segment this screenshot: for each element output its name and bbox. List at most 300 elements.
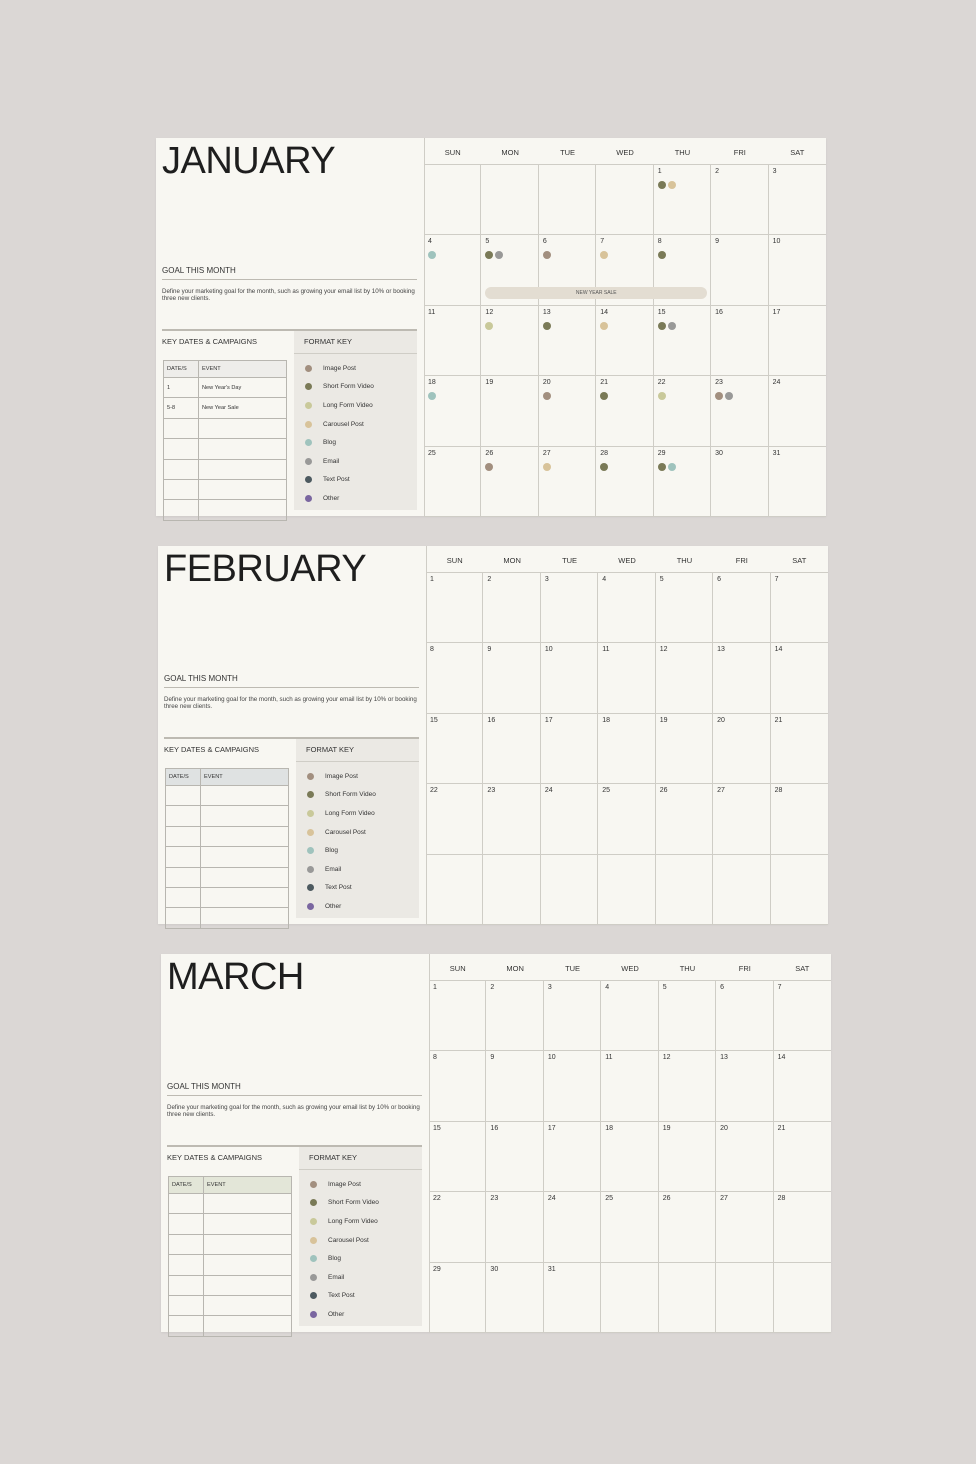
day-cell[interactable] bbox=[656, 714, 713, 784]
goal-label: GOAL THIS MONTH bbox=[162, 266, 417, 280]
color-dot-icon bbox=[305, 402, 312, 409]
day-cell[interactable] bbox=[656, 784, 713, 854]
format-key-panel bbox=[294, 329, 417, 510]
day-cell[interactable] bbox=[541, 714, 598, 784]
event-name-cell[interactable] bbox=[201, 826, 289, 846]
day-number: 20 bbox=[720, 1124, 728, 1132]
format-key-label-text: Image Post bbox=[325, 772, 358, 780]
empty-day-cell[interactable] bbox=[656, 855, 713, 925]
day-cell[interactable] bbox=[771, 714, 828, 784]
weekday-label: MON bbox=[506, 964, 524, 973]
color-dot-icon bbox=[307, 791, 314, 798]
day-cell[interactable] bbox=[541, 573, 598, 643]
content-dot-icon bbox=[658, 463, 666, 471]
day-number: 16 bbox=[715, 308, 723, 316]
content-dots bbox=[658, 322, 676, 330]
day-number: 18 bbox=[428, 379, 436, 387]
weekday-label: SUN bbox=[444, 148, 461, 157]
day-cell[interactable] bbox=[424, 306, 481, 376]
day-cell[interactable] bbox=[711, 376, 768, 446]
empty-day-cell[interactable] bbox=[601, 1263, 658, 1333]
day-cell[interactable] bbox=[541, 643, 598, 713]
day-number: 10 bbox=[547, 1054, 556, 1062]
day-cell[interactable] bbox=[429, 1122, 486, 1192]
day-cell[interactable] bbox=[659, 1192, 716, 1262]
event-name-cell[interactable] bbox=[204, 1234, 292, 1254]
day-cell[interactable] bbox=[596, 447, 653, 517]
day-cell[interactable] bbox=[716, 1051, 773, 1121]
event-dates-cell[interactable] bbox=[169, 1234, 204, 1254]
color-dot-icon bbox=[310, 1181, 317, 1188]
day-cell[interactable] bbox=[713, 643, 770, 713]
day-number: 19 bbox=[485, 379, 494, 387]
day-cell[interactable] bbox=[483, 784, 540, 854]
color-dot-icon bbox=[310, 1218, 317, 1225]
event-name-cell[interactable] bbox=[199, 500, 287, 520]
column-header-event: EVENT bbox=[199, 361, 287, 378]
format-key-item bbox=[294, 452, 417, 471]
day-number: 24 bbox=[772, 379, 781, 387]
day-cell[interactable] bbox=[774, 1122, 831, 1192]
empty-day-cell[interactable] bbox=[774, 1263, 831, 1333]
day-number: 15 bbox=[430, 716, 438, 724]
calendar-grid-panel bbox=[429, 954, 831, 1332]
color-dot-icon bbox=[310, 1237, 317, 1244]
key-dates-label: KEY DATES & CAMPAIGNS bbox=[167, 1145, 299, 1169]
day-number: 6 bbox=[720, 984, 725, 991]
day-cell[interactable] bbox=[716, 1122, 773, 1192]
day-number: 8 bbox=[433, 1054, 437, 1062]
day-cell[interactable] bbox=[711, 447, 768, 517]
day-number: 31 bbox=[547, 1265, 556, 1273]
content-dot-icon bbox=[543, 251, 551, 259]
event-name-cell[interactable] bbox=[199, 439, 287, 459]
empty-day-cell[interactable] bbox=[713, 855, 770, 925]
empty-day-cell[interactable] bbox=[539, 165, 596, 235]
event-name-cell[interactable] bbox=[204, 1255, 292, 1275]
empty-day-cell[interactable] bbox=[596, 165, 653, 235]
format-key-label-text: Text Post bbox=[325, 884, 352, 892]
format-key-label-text: Email bbox=[328, 1273, 345, 1281]
day-cell[interactable] bbox=[656, 643, 713, 713]
format-key-label-text: Image Post bbox=[323, 364, 356, 372]
day-cell[interactable] bbox=[769, 306, 826, 376]
weekday-label: SUN bbox=[446, 556, 463, 565]
format-key-label-text: Image Post bbox=[328, 1180, 361, 1188]
day-cell[interactable] bbox=[716, 1192, 773, 1262]
weekday-header bbox=[426, 546, 828, 573]
event-name-cell[interactable] bbox=[199, 459, 287, 479]
month-sheet-february bbox=[158, 546, 828, 924]
color-dot-icon bbox=[307, 829, 314, 836]
day-cell[interactable] bbox=[544, 1051, 601, 1121]
content-dots bbox=[543, 251, 551, 259]
content-dot-icon bbox=[485, 322, 493, 330]
weekday-label: MON bbox=[501, 148, 519, 157]
table-row bbox=[166, 867, 289, 887]
day-cell[interactable] bbox=[486, 1122, 543, 1192]
table-row bbox=[166, 786, 289, 806]
day-cell[interactable] bbox=[774, 1051, 831, 1121]
day-cell[interactable] bbox=[711, 165, 768, 235]
day-cell[interactable] bbox=[601, 1192, 658, 1262]
day-cell[interactable] bbox=[711, 235, 768, 305]
goal-text: Define your marketing goal for the month, such as growing your email list by 10% or booking three new clients. bbox=[164, 696, 417, 710]
content-dots bbox=[543, 322, 551, 330]
event-dates-cell[interactable] bbox=[169, 1316, 204, 1336]
content-dots bbox=[485, 322, 493, 330]
day-number: 2 bbox=[487, 576, 492, 583]
day-cell[interactable] bbox=[771, 643, 828, 713]
weekday-label: FRI bbox=[733, 148, 746, 157]
weekday-label: FRI bbox=[735, 556, 748, 565]
day-number: 29 bbox=[433, 1265, 441, 1273]
table-row bbox=[164, 479, 287, 499]
day-number: 4 bbox=[605, 984, 610, 991]
format-key-item bbox=[296, 860, 419, 879]
day-number: 23 bbox=[715, 379, 723, 387]
content-dots bbox=[600, 251, 608, 259]
day-cell[interactable] bbox=[429, 1192, 486, 1262]
day-cell[interactable] bbox=[774, 981, 831, 1051]
day-number: 9 bbox=[490, 1054, 495, 1062]
day-cell[interactable] bbox=[769, 376, 826, 446]
month-title: FEBRUARY bbox=[164, 548, 367, 590]
day-cell[interactable] bbox=[424, 447, 481, 517]
table-row bbox=[166, 847, 289, 867]
weekday-label: THU bbox=[676, 556, 693, 565]
day-cell[interactable] bbox=[601, 1051, 658, 1121]
day-cell[interactable] bbox=[769, 235, 826, 305]
day-number: 2 bbox=[490, 984, 495, 991]
table-row bbox=[169, 1214, 292, 1234]
day-number: 13 bbox=[542, 308, 551, 316]
day-number: 5 bbox=[662, 984, 667, 991]
event-name-cell[interactable] bbox=[201, 806, 289, 826]
content-dot-icon bbox=[600, 392, 608, 400]
day-cell[interactable] bbox=[486, 1192, 543, 1262]
day-cell[interactable] bbox=[426, 714, 483, 784]
event-dates-cell[interactable] bbox=[169, 1214, 204, 1234]
format-key-list bbox=[299, 1170, 422, 1324]
event-dates-cell[interactable] bbox=[166, 867, 201, 887]
event-name-cell[interactable] bbox=[201, 847, 289, 867]
day-number: 21 bbox=[774, 716, 783, 724]
day-cell[interactable] bbox=[486, 1051, 543, 1121]
day-cell[interactable] bbox=[656, 573, 713, 643]
day-number: 16 bbox=[487, 716, 496, 724]
event-dates-cell[interactable]: 1 bbox=[164, 378, 199, 398]
day-cell[interactable] bbox=[544, 1122, 601, 1192]
day-number: 3 bbox=[772, 168, 777, 175]
day-number: 26 bbox=[485, 449, 494, 457]
color-dot-icon bbox=[305, 476, 312, 483]
event-dates-cell[interactable] bbox=[169, 1275, 204, 1295]
day-number: 8 bbox=[657, 238, 662, 246]
weekday-label: SAT bbox=[795, 964, 810, 973]
day-number: 15 bbox=[433, 1124, 441, 1132]
color-dot-icon bbox=[310, 1199, 317, 1206]
event-name-cell[interactable] bbox=[199, 418, 287, 438]
day-cell[interactable] bbox=[774, 1192, 831, 1262]
day-cell[interactable] bbox=[481, 376, 538, 446]
format-key-label: FORMAT KEY bbox=[294, 331, 417, 354]
color-dot-icon bbox=[305, 365, 312, 372]
content-dots bbox=[428, 251, 436, 259]
day-number: 28 bbox=[774, 787, 783, 795]
day-number: 11 bbox=[602, 646, 610, 654]
day-cell[interactable] bbox=[426, 784, 483, 854]
format-key-label-text: Short Form Video bbox=[328, 1199, 379, 1207]
day-cell[interactable] bbox=[771, 784, 828, 854]
day-cell[interactable] bbox=[544, 981, 601, 1051]
event-name-cell[interactable] bbox=[204, 1295, 292, 1315]
day-number: 14 bbox=[600, 308, 609, 316]
format-key-label-text: Text Post bbox=[328, 1292, 355, 1300]
empty-day-cell[interactable] bbox=[771, 855, 828, 925]
day-cell[interactable] bbox=[481, 306, 538, 376]
event-dates-cell[interactable] bbox=[166, 847, 201, 867]
content-dot-icon bbox=[725, 392, 733, 400]
content-dots bbox=[658, 181, 676, 189]
day-cell[interactable] bbox=[598, 784, 655, 854]
format-key-item bbox=[296, 823, 419, 842]
table-row bbox=[164, 418, 287, 438]
event-dates-cell[interactable] bbox=[164, 418, 199, 438]
day-cell[interactable] bbox=[711, 306, 768, 376]
day-number: 13 bbox=[720, 1054, 728, 1062]
day-cell[interactable] bbox=[429, 1051, 486, 1121]
day-cell[interactable] bbox=[769, 165, 826, 235]
day-cell[interactable] bbox=[541, 784, 598, 854]
day-number: 20 bbox=[717, 716, 725, 724]
empty-day-cell[interactable] bbox=[481, 165, 538, 235]
day-number: 10 bbox=[772, 238, 781, 246]
day-number: 17 bbox=[547, 1124, 556, 1132]
day-cell[interactable] bbox=[769, 447, 826, 517]
content-dots bbox=[715, 392, 733, 400]
day-number: 19 bbox=[659, 716, 668, 724]
empty-day-cell[interactable] bbox=[659, 1263, 716, 1333]
day-cell[interactable] bbox=[654, 447, 711, 517]
table-row bbox=[166, 887, 289, 907]
event-name-cell[interactable] bbox=[201, 908, 289, 928]
day-cell[interactable] bbox=[659, 1051, 716, 1121]
day-cell[interactable] bbox=[598, 573, 655, 643]
day-number: 13 bbox=[717, 646, 725, 654]
day-cell[interactable] bbox=[426, 573, 483, 643]
event-dates-cell[interactable] bbox=[164, 439, 199, 459]
format-key-item bbox=[299, 1287, 422, 1306]
day-number: 21 bbox=[777, 1124, 786, 1132]
day-number: 18 bbox=[605, 1124, 614, 1132]
empty-day-cell[interactable] bbox=[541, 855, 598, 925]
table-row bbox=[164, 459, 287, 479]
day-number: 9 bbox=[715, 238, 720, 246]
content-dot-icon bbox=[658, 251, 666, 259]
day-cell[interactable] bbox=[544, 1192, 601, 1262]
format-key-item bbox=[299, 1305, 422, 1324]
day-number: 22 bbox=[430, 787, 438, 795]
event-dates-cell[interactable] bbox=[166, 887, 201, 907]
color-dot-icon bbox=[305, 383, 312, 390]
format-key-item bbox=[296, 879, 419, 898]
format-key-panel bbox=[296, 737, 419, 918]
planning-panel bbox=[161, 954, 430, 1332]
campaign-banner[interactable]: NEW YEAR SALE bbox=[485, 287, 707, 299]
day-number: 18 bbox=[602, 716, 611, 724]
event-name-cell[interactable] bbox=[201, 887, 289, 907]
day-cell[interactable] bbox=[539, 306, 596, 376]
event-dates-cell[interactable] bbox=[164, 479, 199, 499]
day-cell[interactable] bbox=[424, 376, 481, 446]
event-dates-cell[interactable] bbox=[169, 1255, 204, 1275]
day-cell[interactable] bbox=[596, 306, 653, 376]
day-cell[interactable] bbox=[713, 573, 770, 643]
event-dates-cell[interactable] bbox=[166, 786, 201, 806]
day-cell[interactable] bbox=[771, 573, 828, 643]
day-cell[interactable] bbox=[659, 981, 716, 1051]
weekday-header bbox=[429, 954, 831, 981]
event-dates-cell[interactable] bbox=[166, 806, 201, 826]
empty-day-cell[interactable] bbox=[426, 855, 483, 925]
day-cell[interactable] bbox=[544, 1263, 601, 1333]
day-number: 25 bbox=[605, 1195, 614, 1203]
event-dates-cell[interactable] bbox=[166, 826, 201, 846]
day-number: 17 bbox=[772, 308, 781, 316]
content-dot-icon bbox=[428, 392, 436, 400]
day-number: 23 bbox=[490, 1195, 499, 1203]
format-key-label-text: Long Form Video bbox=[323, 401, 373, 409]
day-number: 6 bbox=[717, 576, 722, 583]
day-number: 14 bbox=[774, 646, 783, 654]
day-cell[interactable] bbox=[659, 1122, 716, 1192]
day-number: 8 bbox=[430, 646, 434, 654]
event-name-cell[interactable]: New Year Sale bbox=[199, 398, 287, 418]
day-number: 1 bbox=[430, 576, 434, 583]
day-cell[interactable] bbox=[654, 306, 711, 376]
format-key-item bbox=[294, 378, 417, 397]
day-number: 12 bbox=[659, 646, 668, 654]
day-cell[interactable] bbox=[483, 643, 540, 713]
content-dot-icon bbox=[543, 392, 551, 400]
column-header-dates: DATE/S bbox=[164, 361, 199, 378]
format-key-item bbox=[294, 489, 417, 508]
format-key-label-text: Carousel Post bbox=[328, 1236, 369, 1244]
table-row bbox=[169, 1255, 292, 1275]
day-number: 25 bbox=[602, 787, 611, 795]
content-dot-icon bbox=[428, 251, 436, 259]
empty-day-cell[interactable] bbox=[598, 855, 655, 925]
day-number: 30 bbox=[490, 1265, 499, 1273]
color-dot-icon bbox=[305, 495, 312, 502]
event-name-cell[interactable] bbox=[204, 1214, 292, 1234]
event-name-cell[interactable] bbox=[204, 1316, 292, 1336]
day-cell[interactable] bbox=[716, 981, 773, 1051]
column-header-event: EVENT bbox=[201, 769, 289, 786]
day-cell[interactable] bbox=[598, 643, 655, 713]
day-cell[interactable] bbox=[424, 235, 481, 305]
day-cell[interactable] bbox=[713, 714, 770, 784]
month-title: MARCH bbox=[167, 956, 304, 998]
day-cell[interactable] bbox=[429, 1263, 486, 1333]
day-number: 3 bbox=[544, 576, 549, 583]
day-cell[interactable] bbox=[481, 447, 538, 517]
planning-panel bbox=[156, 138, 425, 516]
format-key-item bbox=[299, 1231, 422, 1250]
day-cell[interactable] bbox=[426, 643, 483, 713]
day-cell[interactable] bbox=[596, 376, 653, 446]
table-header-row bbox=[164, 361, 287, 378]
empty-day-cell[interactable] bbox=[716, 1263, 773, 1333]
event-name-cell[interactable] bbox=[199, 479, 287, 499]
event-dates-cell[interactable] bbox=[164, 459, 199, 479]
color-dot-icon bbox=[307, 847, 314, 854]
event-dates-cell[interactable] bbox=[164, 500, 199, 520]
event-dates-cell[interactable] bbox=[166, 908, 201, 928]
format-key-label-text: Other bbox=[328, 1310, 345, 1318]
day-number: 28 bbox=[600, 449, 609, 457]
day-cell[interactable] bbox=[486, 981, 543, 1051]
day-number: 4 bbox=[428, 238, 432, 246]
event-name-cell[interactable] bbox=[204, 1275, 292, 1295]
day-cell[interactable] bbox=[654, 165, 711, 235]
content-dot-icon bbox=[485, 463, 493, 471]
day-cell[interactable] bbox=[539, 376, 596, 446]
day-number: 23 bbox=[487, 787, 496, 795]
planning-panel bbox=[158, 546, 427, 924]
day-cell[interactable] bbox=[598, 714, 655, 784]
day-cell[interactable] bbox=[601, 1122, 658, 1192]
content-dot-icon bbox=[495, 251, 503, 259]
event-name-cell[interactable] bbox=[204, 1194, 292, 1214]
event-dates-cell[interactable]: 5-8 bbox=[164, 398, 199, 418]
day-number: 7 bbox=[774, 576, 779, 583]
table-row bbox=[166, 908, 289, 928]
day-cell[interactable] bbox=[601, 981, 658, 1051]
event-name-cell[interactable] bbox=[201, 786, 289, 806]
event-name-cell[interactable] bbox=[201, 867, 289, 887]
day-cell[interactable] bbox=[539, 447, 596, 517]
day-cell[interactable] bbox=[713, 784, 770, 854]
day-number: 1 bbox=[657, 168, 662, 175]
event-name-cell[interactable]: New Year's Day bbox=[199, 378, 287, 398]
empty-day-cell[interactable] bbox=[483, 855, 540, 925]
goal-text: Define your marketing goal for the month, such as growing your email list by 10% or booking three new clients. bbox=[167, 1104, 420, 1118]
event-dates-cell[interactable] bbox=[169, 1295, 204, 1315]
day-cell[interactable] bbox=[486, 1263, 543, 1333]
format-key-list bbox=[296, 762, 419, 916]
format-key-label-text: Blog bbox=[328, 1255, 342, 1263]
format-key-item bbox=[299, 1268, 422, 1287]
day-cell[interactable] bbox=[483, 714, 540, 784]
column-header-event: EVENT bbox=[204, 1177, 292, 1194]
content-dots bbox=[543, 392, 551, 400]
format-key-panel bbox=[299, 1145, 422, 1326]
content-dot-icon bbox=[715, 392, 723, 400]
content-dot-icon bbox=[600, 463, 608, 471]
table-row bbox=[169, 1194, 292, 1214]
empty-day-cell[interactable] bbox=[424, 165, 481, 235]
format-key-item bbox=[294, 471, 417, 490]
content-dot-icon bbox=[600, 251, 608, 259]
day-cell[interactable] bbox=[483, 573, 540, 643]
day-cell[interactable] bbox=[429, 981, 486, 1051]
event-dates-cell[interactable] bbox=[169, 1194, 204, 1214]
day-number: 20 bbox=[542, 379, 551, 387]
day-cell[interactable] bbox=[654, 376, 711, 446]
goal-label: GOAL THIS MONTH bbox=[167, 1082, 422, 1096]
